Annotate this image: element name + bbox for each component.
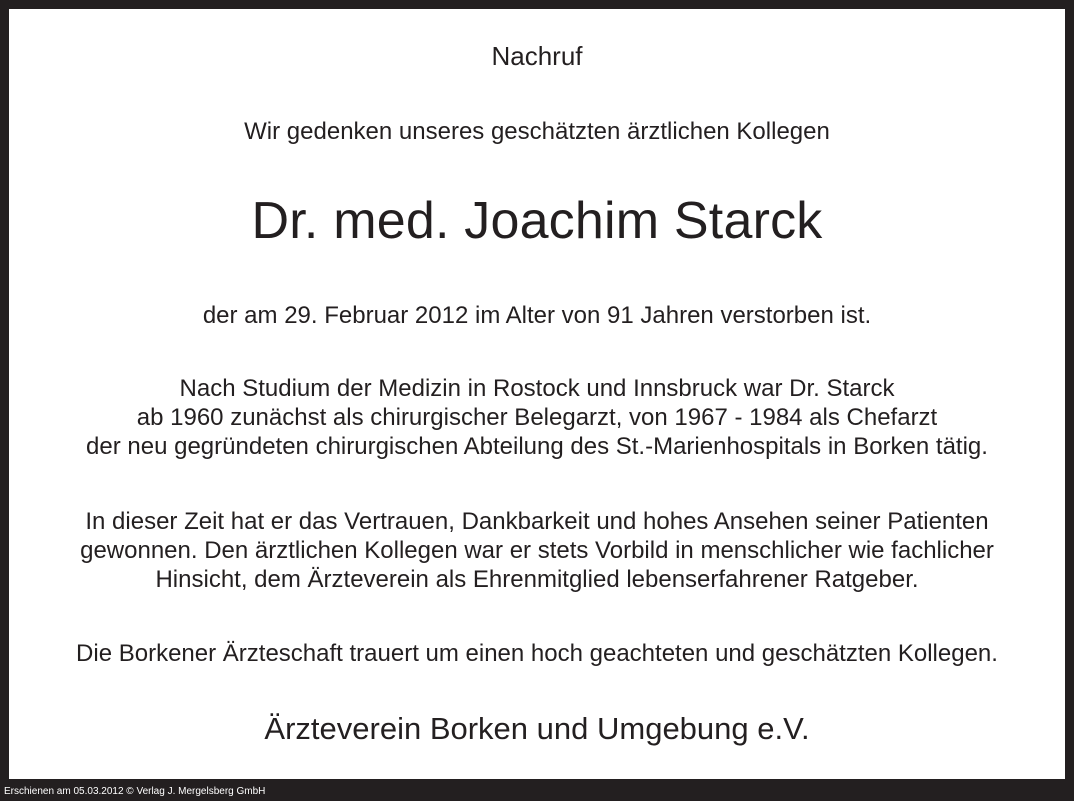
organization-signature: Ärzteverein Borken und Umgebung e.V. [264,711,810,746]
mourning-statement: Die Borkener Ärzteschaft trauert um einen hoch geachteten und geschätzten Kollegen. [76,640,998,667]
tribute-paragraph [9,507,1065,594]
obituary-heading: Nachruf [491,41,583,71]
tribute-line: Hinsicht, dem Ärzteverein als Ehrenmitglied lebenserfahrener Ratgeber. [155,566,919,593]
deceased-name: Dr. med. Joachim Starck [251,192,823,250]
tribute-line: gewonnen. Den ärztlichen Kollegen war er stets Vorbild in menschlicher wie fachlicher [80,537,994,564]
publication-note: Erschienen am 05.03.2012 © Verlag J. Mergelsberg GmbH [4,786,266,797]
biography-line: Nach Studium der Medizin in Rostock und Innsbruck war Dr. Starck [179,375,895,402]
obituary-intro: Wir gedenken unseres geschätzten ärztlichen Kollegen [244,118,830,145]
biography-paragraph [9,374,1065,461]
biography-line: ab 1960 zunächst als chirurgischer Belegarzt, von 1967 - 1984 als Chefarzt [136,404,938,431]
death-details: der am 29. Februar 2012 im Alter von 91 Jahren verstorben ist. [202,302,872,329]
biography-line: der neu gegründeten chirurgischen Abteilung des St.-Marienhospitals in Borken tätig. [86,433,988,460]
tribute-line: In dieser Zeit hat er das Vertrauen, Dankbarkeit und hohes Ansehen seiner Patienten [85,508,989,535]
obituary-card [9,9,1065,779]
